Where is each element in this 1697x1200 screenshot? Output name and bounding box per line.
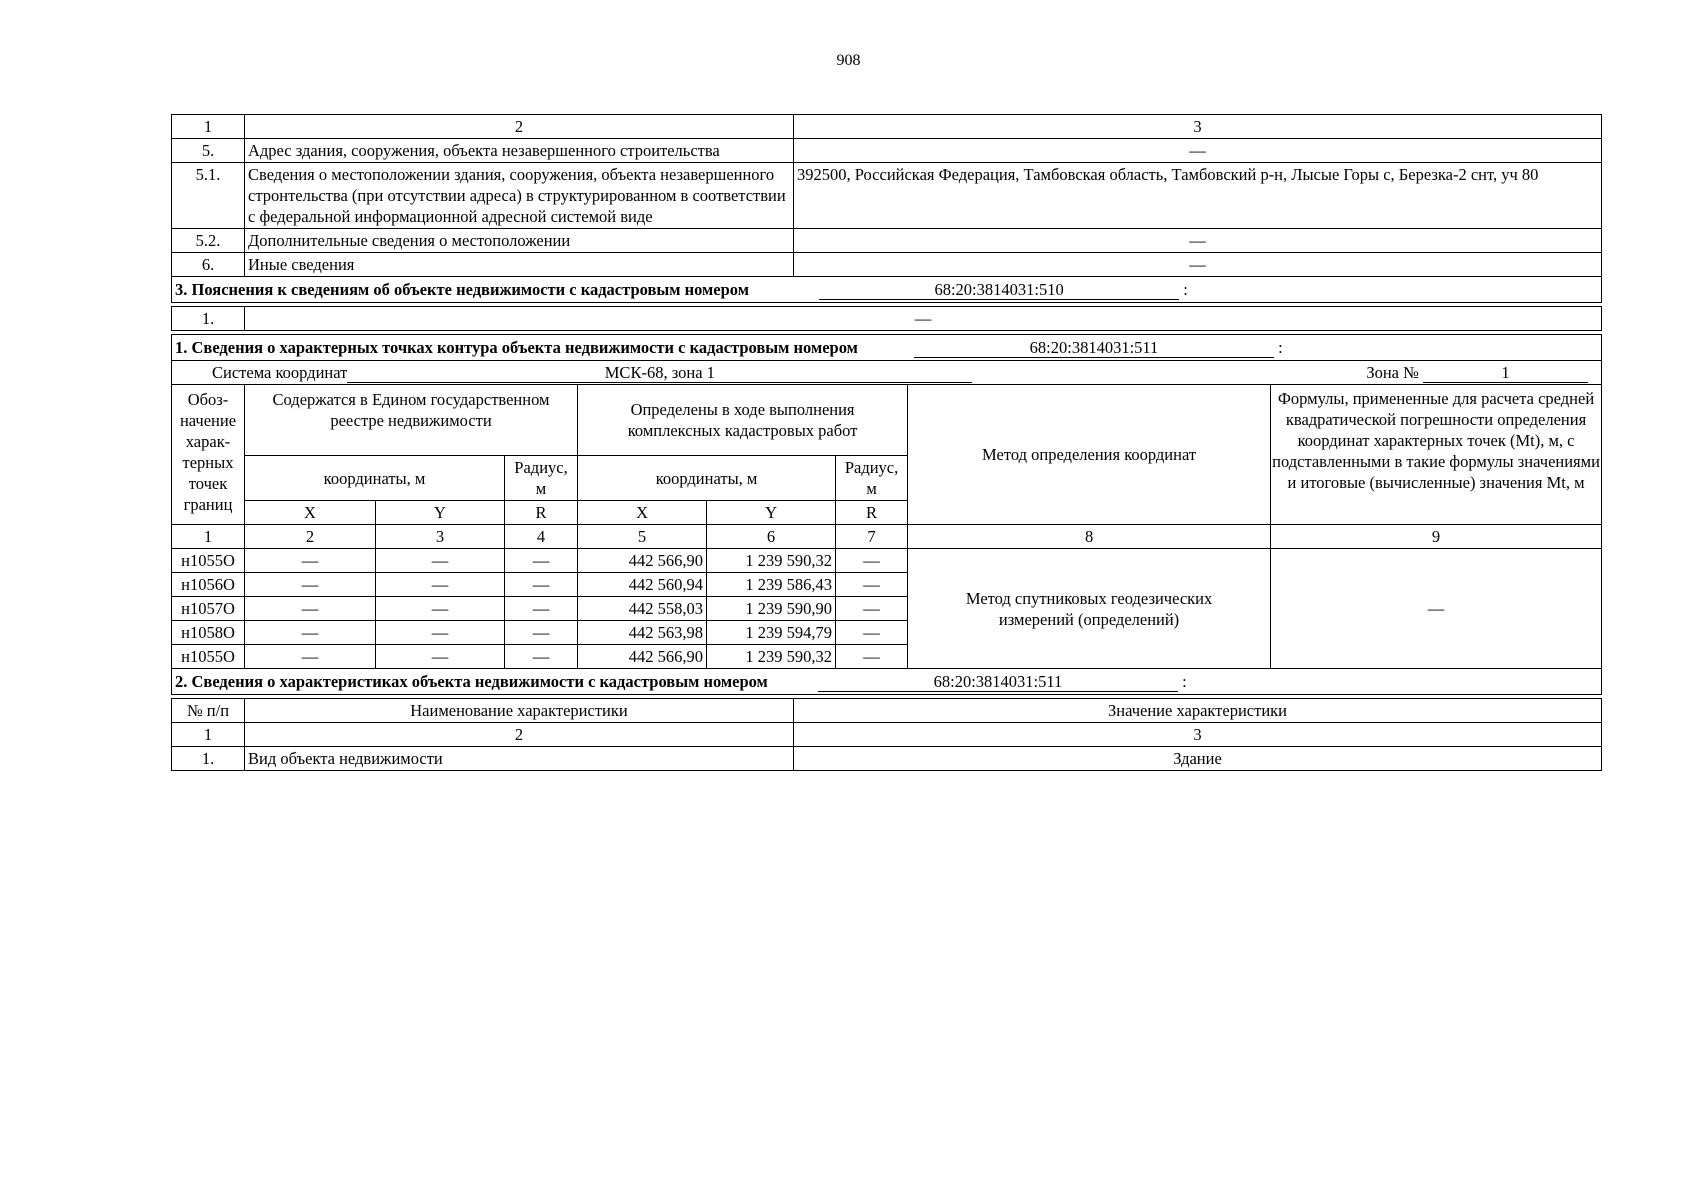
header-name: Наименование характеристики <box>245 699 794 723</box>
col-number: 6 <box>707 525 836 549</box>
row-value: 392500, Российская Федерация, Тамбовская область, Тамбовский р-н, Лысые Горы с, Березка-2 снт, уч 80 <box>794 163 1602 229</box>
coord-system-label: Система координат <box>212 363 348 382</box>
header-x: X <box>578 501 707 525</box>
coord-system-row <box>172 361 1602 385</box>
zone-value: 1 <box>1423 364 1588 383</box>
row-name: Адрес здания, сооружения, объекта незавершенного строительства <box>245 139 794 163</box>
points-table <box>171 384 1602 695</box>
point-name: н1058О <box>172 621 245 645</box>
header-x: X <box>245 501 376 525</box>
row-value: — <box>794 253 1602 277</box>
point-x: 442 558,03 <box>578 597 707 621</box>
header-method: Метод определения координат <box>908 385 1271 525</box>
section1-cadastral-number: 68:20:3814031:511 <box>914 339 1274 358</box>
point-egrn-y: — <box>376 573 505 597</box>
section3-cadastral-number: 68:20:3814031:510 <box>819 281 1179 300</box>
point-egrn-y: — <box>376 549 505 573</box>
section1-colon: : <box>1278 338 1283 357</box>
point-r: — <box>836 621 908 645</box>
col-number: 3 <box>376 525 505 549</box>
col-number: 8 <box>908 525 1271 549</box>
col-number: 9 <box>1271 525 1602 549</box>
point-egrn-x: — <box>245 645 376 669</box>
column-number-row <box>172 723 1602 747</box>
page-number: 908 <box>836 52 861 69</box>
point-egrn-y: — <box>376 645 505 669</box>
table-row <box>172 253 1602 277</box>
row-number: 5.2. <box>172 229 245 253</box>
table-row <box>172 163 1602 229</box>
section3-title-row <box>172 277 1602 303</box>
section1-title: 1. Сведения о характерных точках контура объекта недвижимости с кадастровым номером <box>175 338 858 357</box>
header-y: Y <box>707 501 836 525</box>
header-egrn-coords: координаты, м <box>245 456 505 501</box>
table-row <box>172 747 1602 771</box>
table-row <box>172 139 1602 163</box>
col-number: 1 <box>172 723 245 747</box>
point-y: 1 239 590,32 <box>707 645 836 669</box>
header-kkr: Определены в ходе выполнения комплексных кадастровых работ <box>578 385 908 456</box>
point-y: 1 239 590,90 <box>707 597 836 621</box>
point-x: 442 560,94 <box>578 573 707 597</box>
point-r: — <box>836 549 908 573</box>
point-name: н1057О <box>172 597 245 621</box>
method-value: Метод спутниковых геодезических измерений (определений) <box>908 549 1271 669</box>
point-row <box>172 549 1602 573</box>
col-number: 3 <box>794 723 1602 747</box>
column-number-row <box>172 525 1602 549</box>
header-kkr-coords: координаты, м <box>578 456 836 501</box>
row-number: 1. <box>172 747 245 771</box>
point-x: 442 566,90 <box>578 645 707 669</box>
point-egrn-r: — <box>505 549 578 573</box>
header-value: Значение характеристики <box>794 699 1602 723</box>
col-number: 4 <box>505 525 578 549</box>
row-value: — <box>794 139 1602 163</box>
col-number: 5 <box>578 525 707 549</box>
point-r: — <box>836 645 908 669</box>
point-egrn-y: — <box>376 621 505 645</box>
section2-title-row <box>172 669 1602 695</box>
col-number: 2 <box>245 115 794 139</box>
row-name: Вид объекта недвижимости <box>245 747 794 771</box>
header-y: Y <box>376 501 505 525</box>
section3-colon: : <box>1183 280 1188 299</box>
point-egrn-x: — <box>245 573 376 597</box>
col-number: 2 <box>245 723 794 747</box>
point-r: — <box>836 573 908 597</box>
row-name: Дополнительные сведения о местоположении <box>245 229 794 253</box>
section3-title: 3. Пояснения к сведениям об объекте недвижимости с кадастровым номером <box>175 280 749 299</box>
point-egrn-r: — <box>505 597 578 621</box>
point-y: 1 239 586,43 <box>707 573 836 597</box>
row-number: 6. <box>172 253 245 277</box>
row-name: Иные сведения <box>245 253 794 277</box>
document <box>171 114 1602 771</box>
row-value: — <box>794 229 1602 253</box>
point-egrn-x: — <box>245 549 376 573</box>
row-value: — <box>245 307 1602 331</box>
table-row <box>172 307 1602 331</box>
header-formulas: Формулы, примененные для расчета средней квадратической погрешности определения координат характерных точек (Mt), м, с подставленными в такие формулы значениями и итоговые (вычисленные) значения Mt, м <box>1271 385 1602 525</box>
section3-table <box>171 306 1602 331</box>
point-name: н1055О <box>172 645 245 669</box>
row-number: 1. <box>172 307 245 331</box>
section2-title: 2. Сведения о характеристиках объекта недвижимости с кадастровым номером <box>175 672 768 691</box>
section1-title-row <box>172 335 1602 361</box>
table-row <box>172 229 1602 253</box>
address-table <box>171 114 1602 303</box>
point-y: 1 239 590,32 <box>707 549 836 573</box>
col-number: 1 <box>172 525 245 549</box>
zone-label: Зона № <box>1366 363 1419 382</box>
point-egrn-r: — <box>505 573 578 597</box>
header-kkr-radius: Радиус, м <box>836 456 908 501</box>
coord-system-value: МСК-68, зона 1 <box>347 364 972 383</box>
point-r: — <box>836 597 908 621</box>
point-y: 1 239 594,79 <box>707 621 836 645</box>
point-egrn-r: — <box>505 621 578 645</box>
header-num: № п/п <box>172 699 245 723</box>
header-egrn: Содержатся в Едином государственном реестре недвижимости <box>245 385 578 456</box>
point-egrn-x: — <box>245 597 376 621</box>
point-egrn-x: — <box>245 621 376 645</box>
col-number: 2 <box>245 525 376 549</box>
col-number: 7 <box>836 525 908 549</box>
section2-cadastral-number: 68:20:3814031:511 <box>818 673 1178 692</box>
characteristics-header-row <box>172 699 1602 723</box>
section2-colon: : <box>1182 672 1187 691</box>
points-header-row <box>172 385 1602 456</box>
point-name: н1055О <box>172 549 245 573</box>
header-r: R <box>836 501 908 525</box>
row-name: Сведения о местоположении здания, сооружения, объекта незавершенного стронтельства (при отсутствии адреса) в структурированном в соответствии с федеральной информационной адресной системой виде <box>245 163 794 229</box>
point-egrn-y: — <box>376 597 505 621</box>
row-value: Здание <box>794 747 1602 771</box>
characteristics-table <box>171 698 1602 771</box>
header-designation: Обоз-начение харак-терных точек границ <box>172 385 245 525</box>
formula-value: — <box>1271 549 1602 669</box>
header-egrn-radius: Радиус, м <box>505 456 578 501</box>
point-x: 442 563,98 <box>578 621 707 645</box>
column-number-row <box>172 115 1602 139</box>
point-x: 442 566,90 <box>578 549 707 573</box>
row-number: 5.1. <box>172 163 245 229</box>
point-egrn-r: — <box>505 645 578 669</box>
col-number: 1 <box>172 115 245 139</box>
point-name: н1056О <box>172 573 245 597</box>
col-number: 3 <box>794 115 1602 139</box>
points-section-table <box>171 334 1602 385</box>
row-number: 5. <box>172 139 245 163</box>
header-r: R <box>505 501 578 525</box>
